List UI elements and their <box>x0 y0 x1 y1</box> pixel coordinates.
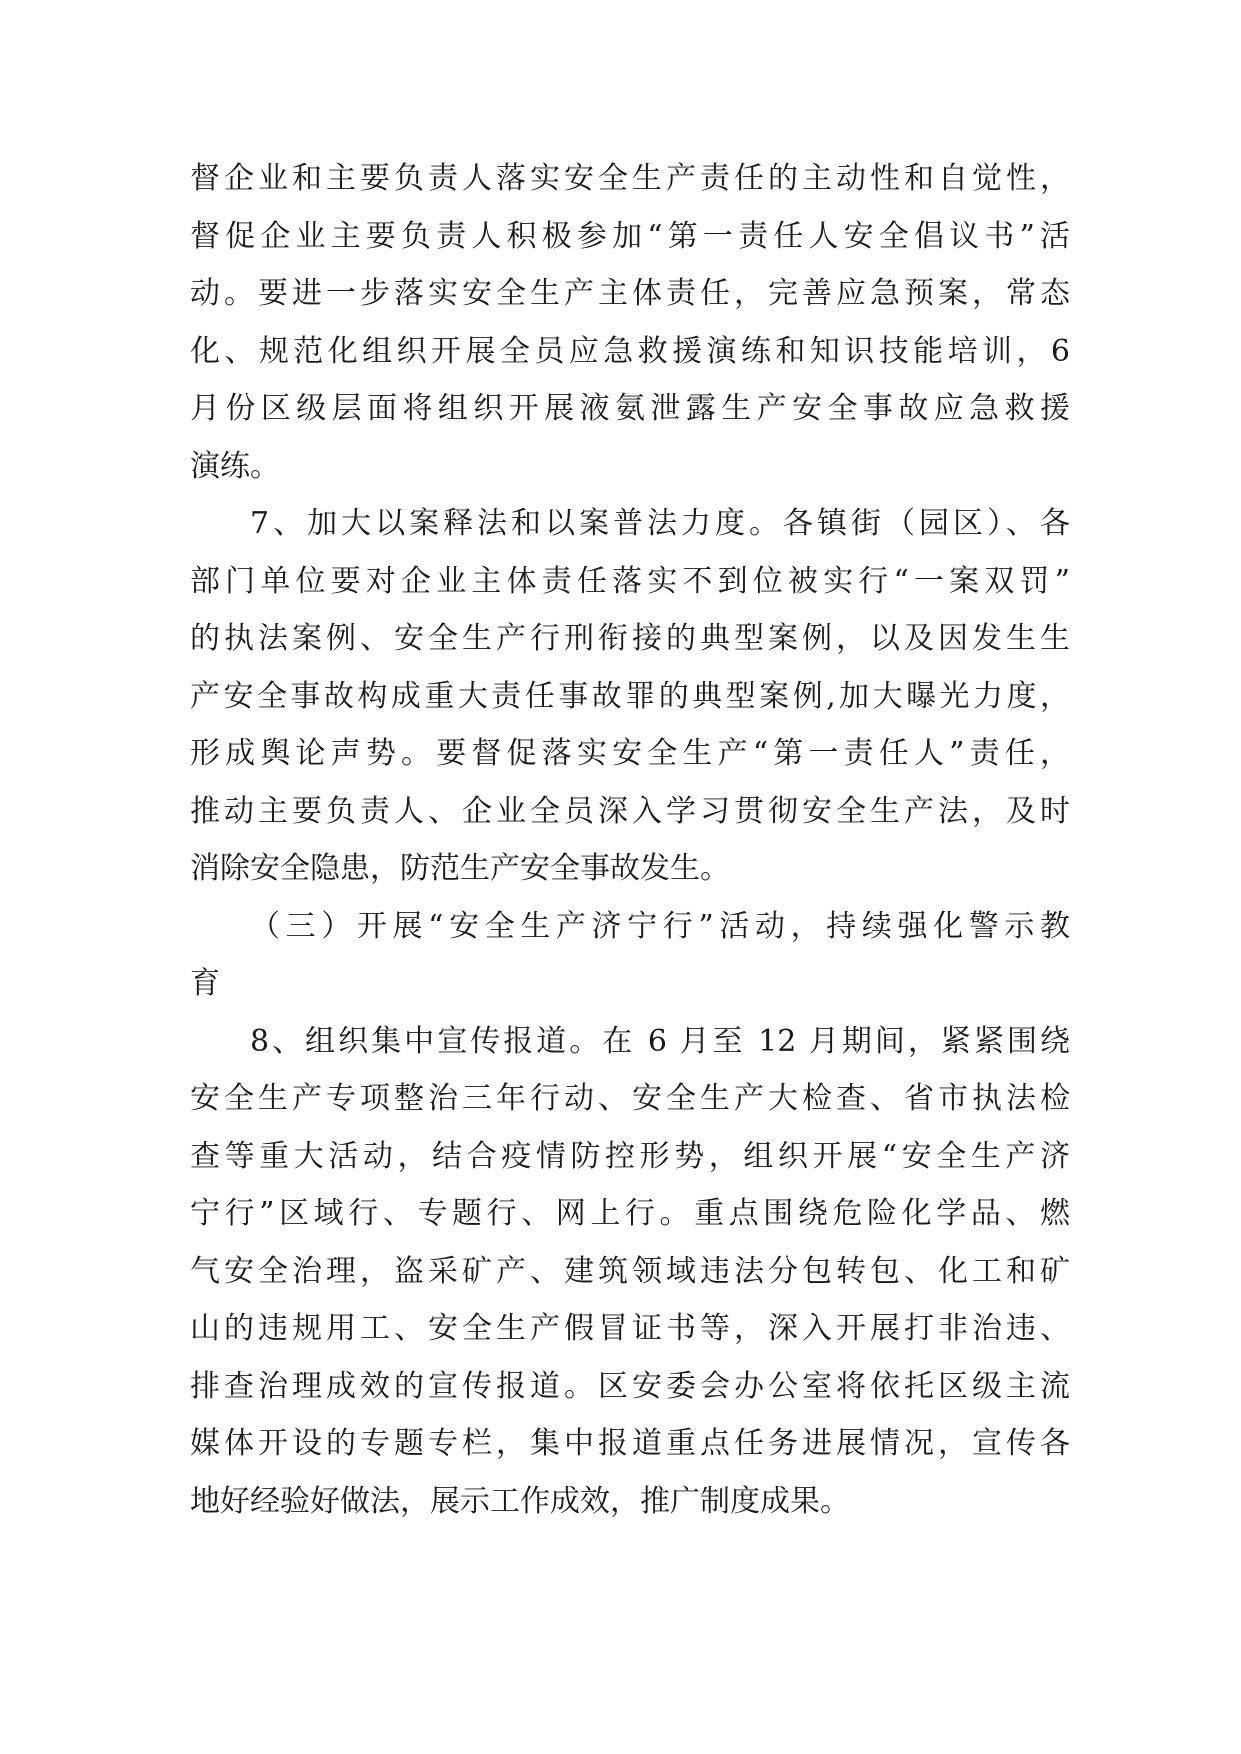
text-line: 消除安全隐患，防范生产安全事故发生。 <box>190 851 730 886</box>
text-line: 查等重大活动，结合疫情防控形势，组织开展“安全生产济 <box>190 1138 1070 1174</box>
body-text <box>190 150 1070 1530</box>
text-line: 育 <box>190 966 220 1001</box>
text-line: 安全生产专项整治三年行动、安全生产大检查、省市执法检 <box>190 1081 1070 1116</box>
text-line: 媒体开设的专题专栏，集中报道重点任务进展情况，宣传各 <box>190 1426 1070 1461</box>
text-line: 动。要进一步落实安全生产主体责任，完善应急预案，常态 <box>190 276 1070 311</box>
text-line: 排查治理成效的宣传报道。区安委会办公室将依托区级主流 <box>190 1368 1070 1404</box>
text-line: 推动主要负责人、企业全员深入学习贯彻安全生产法，及时 <box>190 793 1070 829</box>
text-line: 7、加大以案释法和以案普法力度。各镇街（园区）、各 <box>250 506 1070 541</box>
text-line: 部门单位要对企业主体责任落实不到位被实行“一案双罚” <box>190 563 1070 599</box>
text-line: 山的违规用工、安全生产假冒证书等，深入开展打非治违、 <box>190 1311 1070 1346</box>
text-line: 的执法案例、安全生产行刑衔接的典型案例，以及因发生生 <box>190 621 1070 656</box>
text-line: 督促企业主要负责人积极参加“第一责任人安全倡议书”活 <box>190 218 1070 254</box>
text-line: 演练。 <box>190 448 280 484</box>
text-line: 形成舆论声势。要督促落实安全生产“第一责任人”责任， <box>190 736 1070 771</box>
text-line: 督企业和主要负责人落实安全生产责任的主动性和自觉性， <box>190 161 1070 196</box>
text-line: 宁行”区域行、专题行、网上行。重点围绕危险化学品、燃 <box>190 1196 1070 1231</box>
text-line: 月份区级层面将组织开展液氨泄露生产安全事故应急救援 <box>190 391 1070 426</box>
text-line: 气安全治理，盗采矿产、建筑领域违法分包转包、化工和矿 <box>190 1253 1070 1289</box>
text-line: 化、规范化组织开展全员应急救援演练和知识技能培训，6 <box>190 333 1070 369</box>
text-line: （三）开展“安全生产济宁行”活动，持续强化警示教 <box>250 908 1070 944</box>
text-line: 8、组织集中宣传报道。在 6 月至 12 月期间，紧紧围绕 <box>250 1023 1070 1059</box>
text-line: 产安全事故构成重大责任事故罪的典型案例,加大曝光力度， <box>190 678 1070 714</box>
text-line: 地好经验好做法，展示工作成效，推广制度成果。 <box>190 1483 850 1519</box>
